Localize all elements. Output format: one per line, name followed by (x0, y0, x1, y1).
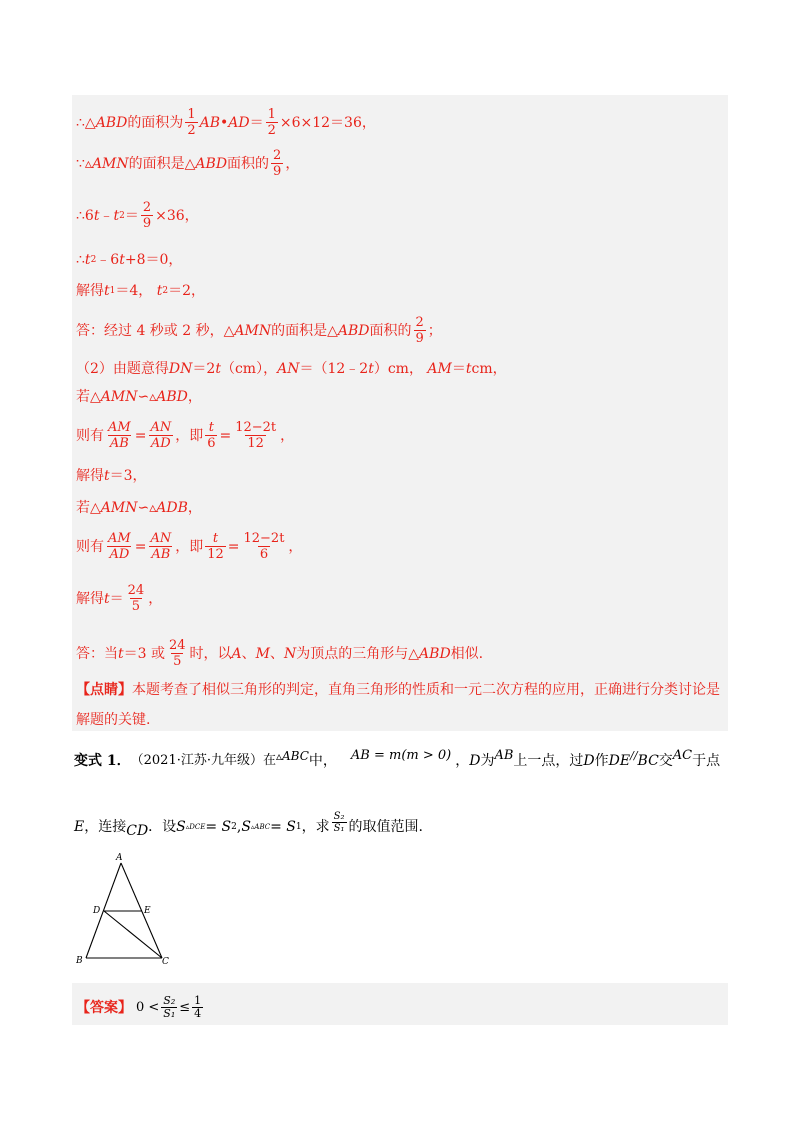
label-e: E (144, 906, 151, 916)
label-a: A (116, 853, 123, 863)
segment-cd (104, 911, 162, 958)
solution-line-3: ∴6 t ﹣ t 2 ＝ $\frac{2}{9}$ ×36， (76, 200, 199, 231)
solution-line-6: 答：经过 4 秒或 2 秒，△ AMN 的面积是△ ABD 面积的 $\frac{2}{9}$ ； (76, 315, 442, 346)
solution-line-7: （2）由题意得 DN ＝2 t （cm）， AN ＝（12﹣2 t ）cm， AM ＝ t cm， (76, 361, 507, 377)
answer-line: 【答案】 0 < $\frac{\text{S₂}}{\text{S₁}}$ ≤ $\frac{1}{4}$ (76, 994, 202, 1020)
label-b: B (76, 956, 83, 966)
label-d: D (93, 906, 101, 916)
label-c: C (162, 957, 169, 967)
solution-line-1: ∴△ ABD 的面积为 $\frac{1}{2}$ AB•AD ＝ $\frac{1}{2}$ ×6×12＝36， (76, 107, 376, 138)
dianjing-line-2: 解题的关键. (76, 712, 151, 728)
solution-line-10: 解得 t ＝3， (76, 468, 147, 484)
solution-panel (72, 95, 728, 731)
solution-line-12: 则有 $\frac{AM}{AD}$ = $\frac{AN}{AB}$ ，即 $\frac{t}{12}$ = $\frac{12-2t}{6}$ ， (76, 531, 303, 562)
answer-label: 【答案】 (76, 999, 132, 1016)
solution-line-8: 若△ AMN ∽▵ ABD ， (76, 389, 202, 405)
problem-line-2: E ，连接 CD ．设 S ▵DCE = S 2 , S ▵ABC = S 1 ，求 $\frac{\text{S₂}}{\text{S₁}}$ 的取值范围. (74, 810, 423, 839)
solution-line-11: 若△ AMN ∽▵ ADB ， (76, 500, 202, 516)
triangle-figure (76, 850, 176, 970)
dianjing-line-1: 【点睛】 本题考查了相似三角形的判定，直角三角形的性质和一元二次方程的应用，正确进行分类讨论是 (76, 682, 720, 698)
solution-line-14: 答：当 t ＝3 或 $\frac{24}{5}$ 时，以 A 、 M 、 N 为顶点的三角形与△ ABD 相似. (76, 638, 484, 669)
solution-line-5: 解得 t 1 ＝4， t 2 ＝2， (76, 283, 206, 299)
solution-line-9: 则有 $\frac{AM}{AB}$ = $\frac{AN}{AD}$ ，即 $\frac{t}{6}$ = $\frac{12-2t}{12}$ ， (76, 420, 295, 451)
solution-line-13: 解得 t ＝ $\frac{24}{5}$ ， (76, 583, 163, 614)
dianjing-label: 【点睛】 (76, 682, 132, 698)
problem-label: 变式 1． (74, 753, 131, 769)
problem-line-1: 变式 1． （2021·江苏·九年级）在 ▵ABC 中， AB = m(m > 0) ， D 为 AB 上一点，过 D 作 DE // BC 交 AC 于点 (74, 748, 721, 769)
solution-line-2: ∵▵ AMN 的面积是△ ABD 面积的 $\frac{2}{9}$ ， (76, 148, 300, 179)
solution-line-4: ∴ t 2 ﹣6 t +8＝0， (76, 252, 183, 268)
